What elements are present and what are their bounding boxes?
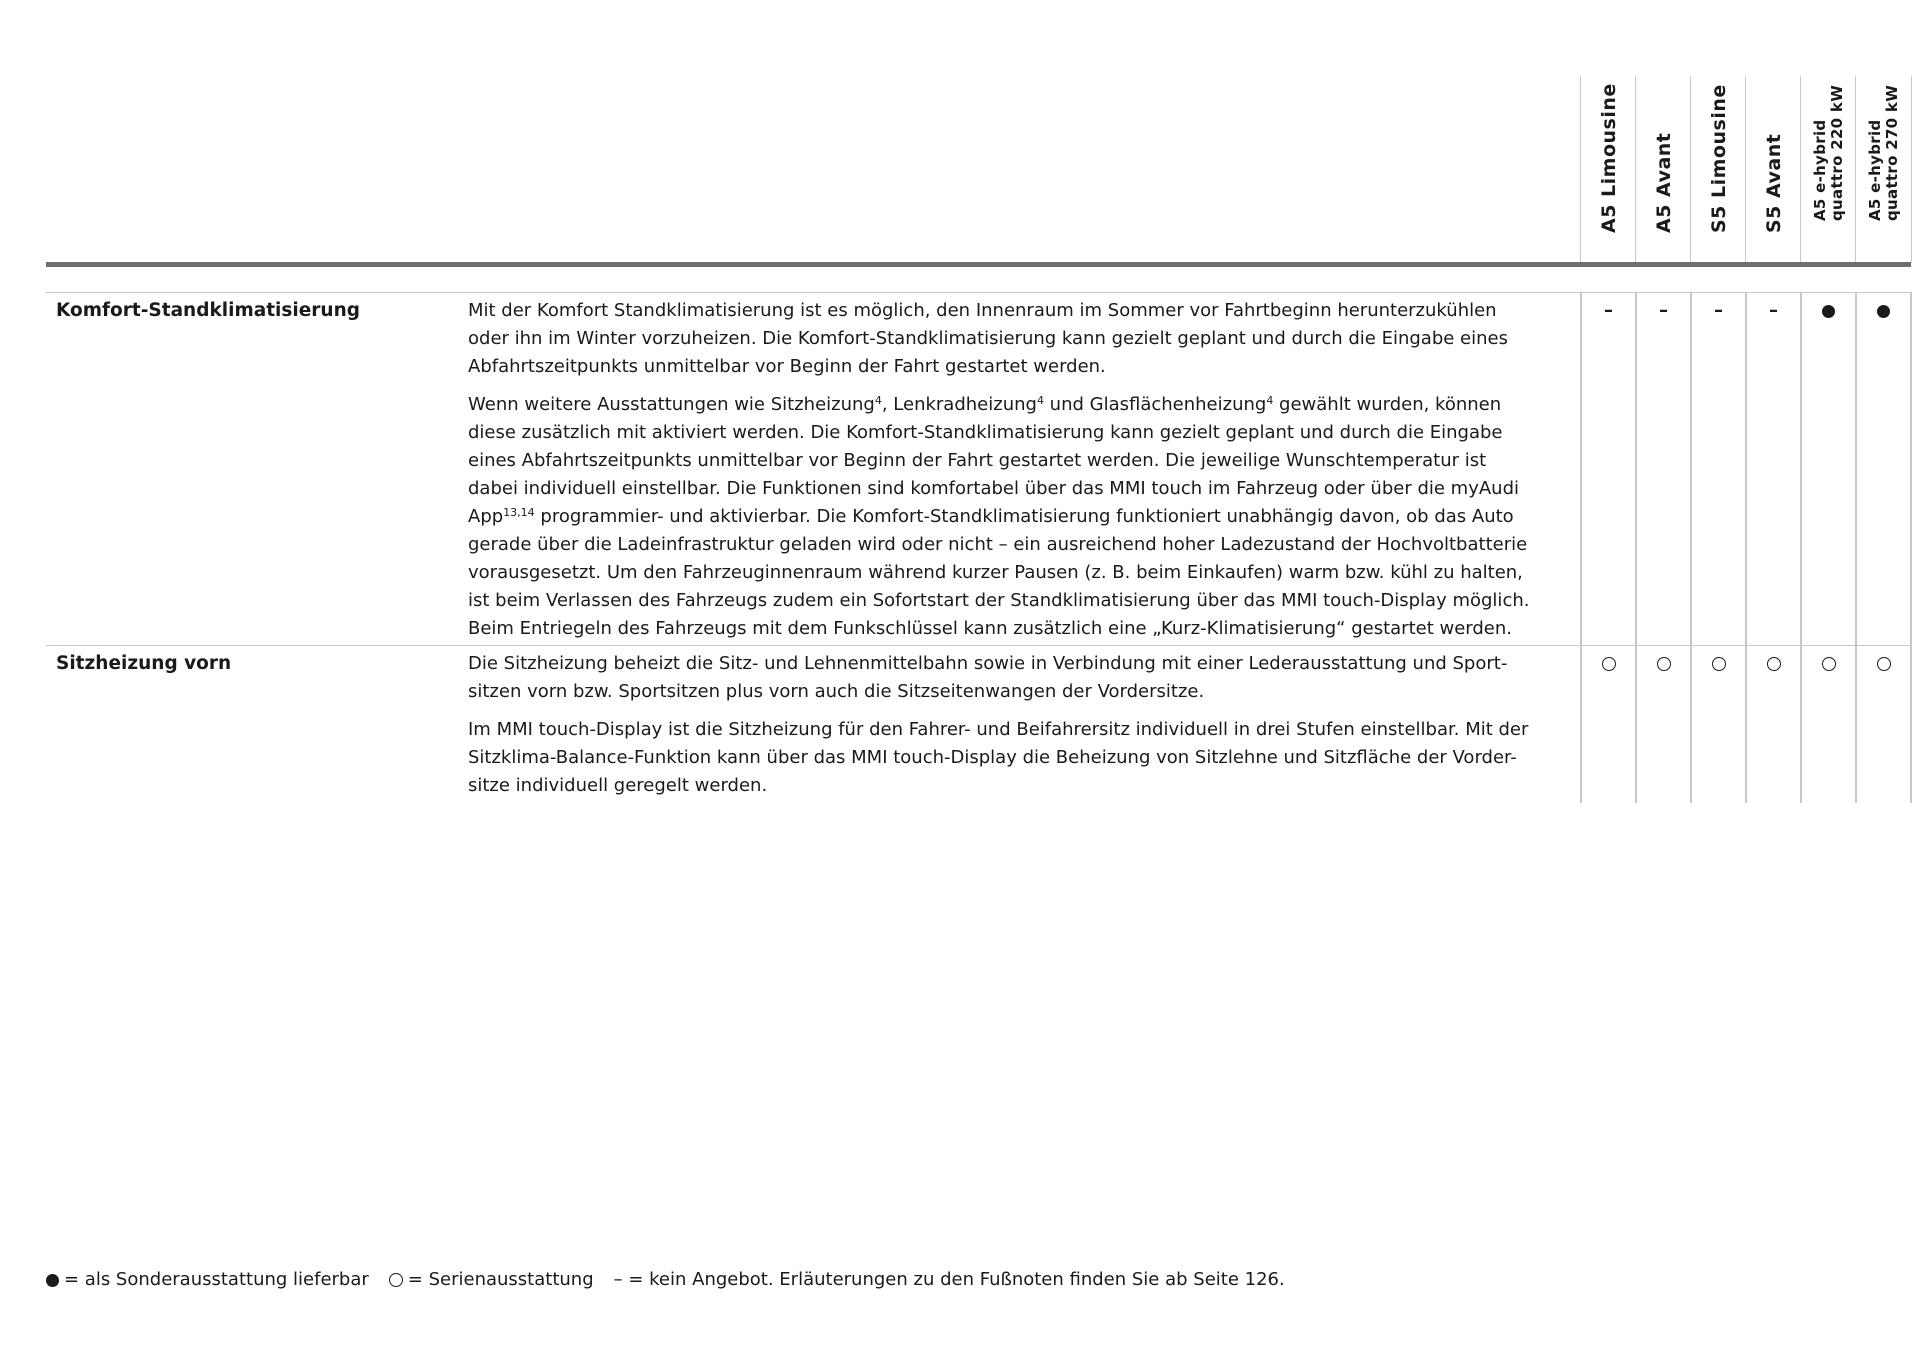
- column-headers: [1580, 76, 1910, 263]
- column-header-line-2: quattro 220 kW: [1827, 84, 1846, 221]
- column-header-a5-e-hybrid-270: [1855, 76, 1912, 263]
- circle-icon: [1712, 657, 1726, 671]
- circle-icon: [389, 1273, 403, 1287]
- column-header-label: [1812, 85, 1846, 221]
- row-description: [468, 650, 1568, 810]
- footnote-ref: 4: [1266, 394, 1274, 407]
- legend: [46, 1266, 1305, 1294]
- text-run: , Lenkradheizung: [881, 394, 1037, 415]
- column-header-line-2: quattro 270 kW: [1882, 84, 1901, 221]
- cell-a5-e-hybrid-220: [1801, 650, 1856, 678]
- description-paragraph: Mit der Komfort Standklimatisierung ist es möglich, den Innenraum im Sommer vor Fahrtbeginn herunterzukühlen oder ihn im Winter vorzuheizen. Die Komfort-Standklimatisierung kann gezielt geplant und durch die Eingabe eines Abfahrtszeitpunkts unmittelbar vor Beginn der Fahrt gestartet werden.: [468, 300, 1508, 377]
- dash-mark: –: [1604, 300, 1613, 321]
- description-paragraph: Im MMI touch-Display ist die Sitzheizung für den Fahrer- und Beifahrersitz individuell in drei Stufen einstellbar. Mit der Sitzklima-Balance-Funktion kann über das MMI touch-Display die Beheizung von Sitzlehne und Sitzfläche der Vorder- sitze individuell geregelt werden.: [468, 719, 1529, 796]
- row-label-komfort-standklimatisierung: Komfort-Standklimatisierung: [56, 300, 361, 321]
- column-header-label: S5 Avant: [1762, 133, 1785, 233]
- description-paragraph: [468, 391, 1568, 643]
- dash-mark: –: [1714, 300, 1723, 321]
- column-divider: [1635, 292, 1637, 803]
- column-header-a5-e-hybrid-220: [1800, 76, 1856, 263]
- footnote-ref: 4: [1036, 394, 1044, 407]
- cell-s5-avant: [1746, 297, 1801, 325]
- circle-icon: [1602, 657, 1616, 671]
- description-paragraph: Die Sitzheizung beheizt die Sitz- und Lehnenmittelbahn sowie in Verbindung mit einer Lederausstattung und Sport- sitzen vorn bzw. Sportsitzen plus vorn auch die Sitzseitenwangen der Vordersitze.: [468, 653, 1508, 702]
- row-divider: [46, 292, 1911, 293]
- column-header-s5-avant: [1745, 76, 1801, 263]
- legend-optional-text: = als Sonderausstattung lieferbar: [64, 1269, 369, 1290]
- legend-none-text: – = kein Angebot. Erläuterungen zu den Fußnoten finden Sie ab Seite 126.: [613, 1269, 1285, 1290]
- legend-none: [614, 1266, 1285, 1294]
- row-divider: [1581, 645, 1911, 646]
- column-divider: [1855, 292, 1857, 803]
- circle-icon: [1657, 657, 1671, 671]
- cell-a5-e-hybrid-270: [1856, 650, 1911, 678]
- circle-icon: [1877, 657, 1891, 671]
- column-divider: [1800, 292, 1802, 803]
- cell-a5-avant: [1636, 650, 1691, 678]
- cell-a5-e-hybrid-270: [1856, 297, 1911, 325]
- dash-mark: –: [1659, 300, 1668, 321]
- column-header-line-1: A5 e-hybrid: [1810, 119, 1829, 221]
- row-description: [468, 297, 1568, 653]
- filled-dot-icon: [46, 1274, 59, 1287]
- row-label-sitzheizung-vorn: Sitzheizung vorn: [56, 653, 232, 674]
- column-header-a5-avant: [1635, 76, 1691, 263]
- text-run: gewählt wurden, können diese zusätzlich mit aktiviert werden. Die Komfort-Standklimatisierung kann gezielt geplant und durch die Eingabe eines Abfahrtszeitpunkts unmittelbar vor Beginn der Fahrt gestartet werden. Die jeweilige Wunschtemperatur ist dabei individuell einstellbar. Die Funktionen sind komfortabel über das MMI touch im Fahrzeug oder über die myAudi App: [468, 394, 1519, 527]
- header-rule: [46, 262, 1911, 267]
- column-header-label: A5 Avant: [1652, 132, 1675, 233]
- cell-a5-avant: [1636, 297, 1691, 325]
- legend-standard-text: = Serienausstattung: [407, 1269, 594, 1290]
- column-header-label: A5 Limousine: [1597, 83, 1620, 233]
- column-divider: [1690, 292, 1692, 803]
- circle-icon: [1822, 657, 1836, 671]
- text-run: programmier- und aktivierbar. Die Komfort-Standklimatisierung funktioniert unabhängig davon, ob das Auto gerade über die Ladeinfrastruktur geladen wird oder nicht – ein ausreichend hoher Ladezustand der Hochvoltbatterie vorausgesetzt. Um den Fahrzeuginnenraum während kurzer Pausen (z. B. beim Einkaufen) warm bzw. kühl zu halten, ist beim Verlassen des Fahrzeugs zudem ein Sofortstart der Standklimatisierung über das MMI touch-Display möglich. Beim Entriegeln des Fahrzeugs mit dem Funkschlüssel kann zusätzlich eine „Kurz-Klimatisierung“ gestartet werden.: [468, 506, 1530, 639]
- legend-optional: [46, 1266, 369, 1294]
- cell-a5-e-hybrid-220: [1801, 297, 1856, 325]
- filled-dot-icon: [1822, 305, 1835, 318]
- legend-standard: [389, 1266, 594, 1294]
- column-header-label: [1867, 85, 1901, 221]
- column-divider: [1910, 292, 1912, 803]
- filled-dot-icon: [1877, 305, 1890, 318]
- cell-s5-limousine: [1691, 650, 1746, 678]
- cell-a5-limousine: [1581, 297, 1636, 325]
- cell-s5-limousine: [1691, 297, 1746, 325]
- dash-mark: –: [1769, 300, 1778, 321]
- footnote-ref: 4: [874, 394, 882, 407]
- row-divider: [46, 645, 1581, 646]
- circle-icon: [1767, 657, 1781, 671]
- footnote-ref: 13,14: [503, 506, 535, 519]
- cell-a5-limousine: [1581, 650, 1636, 678]
- column-header-line-1: A5 e-hybrid: [1865, 119, 1884, 221]
- column-header-s5-limousine: [1690, 76, 1746, 263]
- cell-s5-avant: [1746, 650, 1801, 678]
- column-header-a5-limousine: [1580, 76, 1636, 263]
- column-divider: [1745, 292, 1747, 803]
- text-run: und Glasflächenheizung: [1043, 394, 1267, 415]
- column-divider: [1580, 292, 1582, 803]
- text-run: Wenn weitere Ausstattungen wie Sitzheizung: [468, 394, 875, 415]
- column-header-label: S5 Limousine: [1707, 84, 1730, 233]
